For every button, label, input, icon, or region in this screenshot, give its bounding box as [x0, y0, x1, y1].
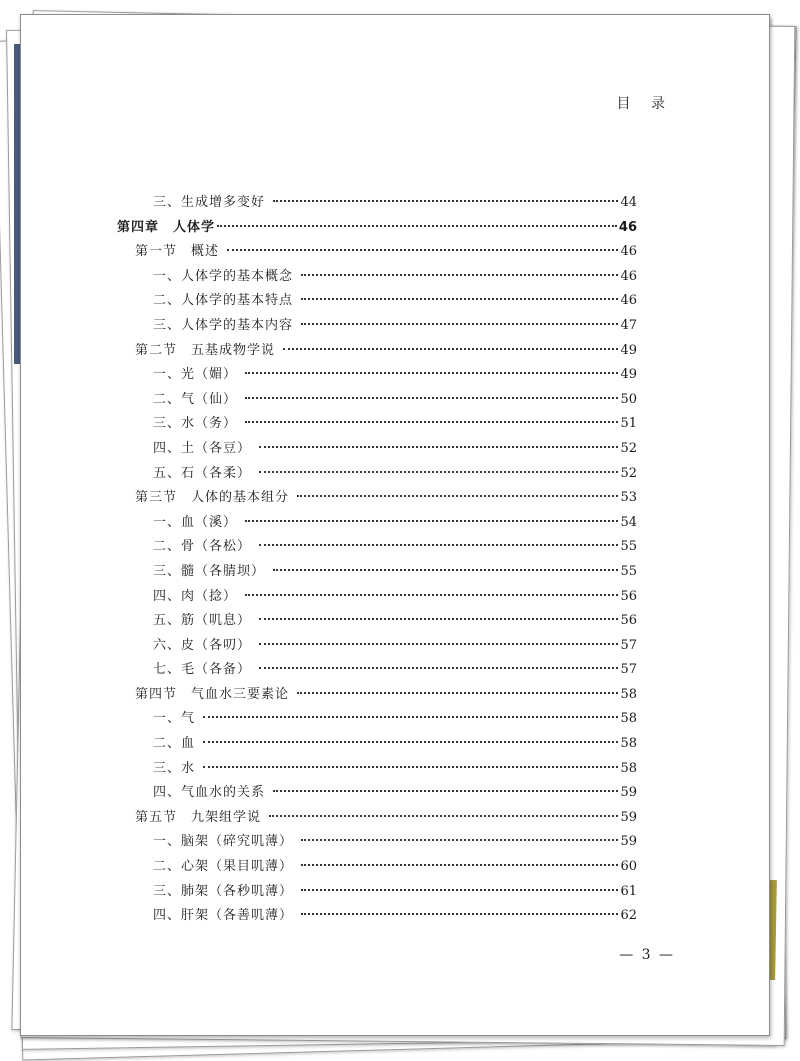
toc-page-number: 55 — [620, 539, 637, 555]
toc-page-number: 58 — [620, 711, 637, 727]
document-page — [20, 14, 770, 1036]
toc-entry[interactable] — [117, 535, 637, 560]
toc-entry[interactable] — [117, 240, 637, 265]
table-of-contents — [117, 191, 637, 929]
toc-entry-title: 四、气血水的关系 — [153, 785, 266, 801]
toc-page-number: 46 — [620, 268, 637, 284]
toc-leader-dots — [273, 569, 618, 571]
toc-entry[interactable] — [117, 486, 637, 511]
toc-leader-dots — [269, 815, 618, 817]
toc-entry-title: 三、水（务） — [153, 416, 238, 432]
toc-entry[interactable] — [117, 511, 637, 536]
toc-entry[interactable] — [117, 830, 637, 855]
toc-page-number: 62 — [620, 908, 637, 924]
toc-entry-title: 二、气（仙） — [153, 391, 238, 407]
toc-leader-dots — [301, 839, 618, 841]
toc-entry[interactable] — [117, 339, 637, 364]
toc-entry-title: 二、骨（各松） — [153, 539, 252, 555]
toc-page-number: 49 — [620, 367, 637, 383]
toc-entry[interactable] — [117, 560, 637, 585]
toc-entry[interactable] — [117, 609, 637, 634]
toc-leader-dots — [245, 520, 618, 522]
toc-leader-dots — [245, 421, 618, 423]
toc-entry[interactable] — [117, 437, 637, 462]
toc-page-number: 50 — [620, 391, 637, 407]
toc-page-number: 46 — [618, 219, 637, 235]
toc-leader-dots — [297, 692, 618, 694]
toc-entry-title: 四、肉（捻） — [153, 588, 238, 604]
toc-entry[interactable] — [117, 412, 637, 437]
toc-leader-dots — [301, 889, 618, 891]
toc-leader-dots — [259, 643, 618, 645]
toc-entry-title: 三、水 — [153, 760, 196, 776]
toc-leader-dots — [245, 372, 618, 374]
toc-entry-title: 第二节 五基成物学说 — [135, 342, 276, 358]
toc-entry[interactable] — [117, 658, 637, 683]
toc-entry-title: 第四节 气血水三要素论 — [135, 686, 290, 702]
toc-entry-title: 三、髓（各腈坝） — [153, 563, 266, 579]
toc-entry[interactable] — [117, 191, 637, 216]
toc-page-number: 55 — [620, 563, 637, 579]
toc-page-number: 56 — [620, 613, 637, 629]
toc-page-number: 52 — [620, 440, 637, 456]
toc-entry-title: 一、光（媚） — [153, 367, 238, 383]
page-header: 目 录 — [616, 96, 673, 112]
toc-leader-dots — [301, 913, 618, 915]
toc-leader-dots — [217, 225, 617, 227]
toc-entry[interactable] — [117, 806, 637, 831]
toc-entry-title: 第四章 人体学 — [117, 219, 216, 235]
toc-page-number: 57 — [620, 662, 637, 678]
toc-leader-dots — [273, 200, 618, 202]
toc-page-number: 58 — [620, 736, 637, 752]
toc-leader-dots — [245, 594, 618, 596]
toc-entry-title: 三、生成增多变好 — [153, 195, 266, 210]
toc-entry[interactable] — [117, 585, 637, 610]
toc-entry-title: 四、土（各豆） — [153, 440, 252, 456]
toc-leader-dots — [245, 397, 618, 399]
toc-entry[interactable] — [117, 855, 637, 880]
toc-page-number: 59 — [620, 785, 637, 801]
toc-entry-title: 三、人体学的基本内容 — [153, 317, 294, 333]
toc-entry[interactable] — [117, 757, 637, 782]
toc-entry-title: 一、气 — [153, 711, 196, 727]
toc-page-number: 59 — [620, 834, 637, 850]
toc-entry-title: 二、人体学的基本特点 — [153, 293, 294, 309]
toc-entry[interactable] — [117, 388, 637, 413]
toc-entry-title: 五、石（各柔） — [153, 465, 252, 481]
toc-entry-title: 一、脑架（碎究叽薄） — [153, 834, 294, 850]
toc-leader-dots — [301, 274, 618, 276]
toc-page-number: 58 — [620, 760, 637, 776]
toc-page-number: 52 — [620, 465, 637, 481]
toc-leader-dots — [283, 348, 618, 350]
toc-page-number: 61 — [620, 883, 637, 899]
toc-leader-dots — [301, 864, 618, 866]
toc-entry[interactable] — [117, 216, 637, 241]
toc-entry[interactable] — [117, 880, 637, 905]
toc-entry-title: 二、血 — [153, 736, 196, 752]
toc-leader-dots — [203, 766, 618, 768]
toc-entry-title: 第三节 人体的基本组分 — [135, 490, 290, 506]
toc-entry[interactable] — [117, 707, 637, 732]
toc-page-number: 54 — [620, 514, 637, 530]
toc-entry-title: 四、肝架（各善叽薄） — [153, 908, 294, 924]
toc-page-number: 47 — [620, 317, 637, 333]
toc-entry-title: 第一节 概述 — [135, 244, 220, 260]
toc-page-number: 49 — [620, 342, 637, 358]
toc-leader-dots — [297, 495, 618, 497]
toc-leader-dots — [259, 446, 618, 448]
toc-entry-title: 第五节 九架组学说 — [135, 809, 262, 825]
toc-page-number: 60 — [620, 859, 637, 875]
toc-entry[interactable] — [117, 781, 637, 806]
toc-entry-title: 六、皮（各叨） — [153, 637, 252, 653]
toc-leader-dots — [259, 667, 618, 669]
page-number: — 3 — — [619, 947, 675, 963]
toc-page-number: 57 — [620, 637, 637, 653]
toc-page-number: 56 — [620, 588, 637, 604]
toc-entry[interactable] — [117, 683, 637, 708]
toc-entry[interactable] — [117, 732, 637, 757]
toc-page-number: 46 — [620, 244, 637, 260]
toc-page-number: 59 — [620, 809, 637, 825]
toc-leader-dots — [203, 741, 618, 743]
toc-entry-title: 三、肺架（各秒叽薄） — [153, 883, 294, 899]
toc-entry[interactable] — [117, 363, 637, 388]
toc-leader-dots — [203, 716, 618, 718]
toc-leader-dots — [273, 790, 618, 792]
toc-leader-dots — [227, 249, 618, 251]
toc-entry[interactable] — [117, 265, 637, 290]
toc-leader-dots — [259, 544, 618, 546]
toc-leader-dots — [259, 618, 618, 620]
toc-entry-title: 七、毛（各备） — [153, 662, 252, 678]
toc-page-number: 46 — [620, 293, 637, 309]
toc-page-number: 53 — [620, 490, 637, 506]
toc-page-number: 51 — [620, 416, 637, 432]
toc-entry-title: 二、心架（果目叽薄） — [153, 859, 294, 875]
toc-entry[interactable] — [117, 314, 637, 339]
toc-entry-title: 一、人体学的基本概念 — [153, 268, 294, 284]
toc-page-number: 44 — [620, 195, 637, 210]
toc-entry-title: 一、血（溪） — [153, 514, 238, 530]
toc-entry[interactable] — [117, 289, 637, 314]
toc-leader-dots — [301, 323, 618, 325]
toc-entry[interactable] — [117, 462, 637, 487]
toc-leader-dots — [301, 298, 618, 300]
toc-entry[interactable] — [117, 634, 637, 659]
toc-entry-title: 五、筋（叽息） — [153, 613, 252, 629]
toc-leader-dots — [259, 471, 618, 473]
toc-entry[interactable] — [117, 904, 637, 929]
toc-page-number: 58 — [620, 686, 637, 702]
